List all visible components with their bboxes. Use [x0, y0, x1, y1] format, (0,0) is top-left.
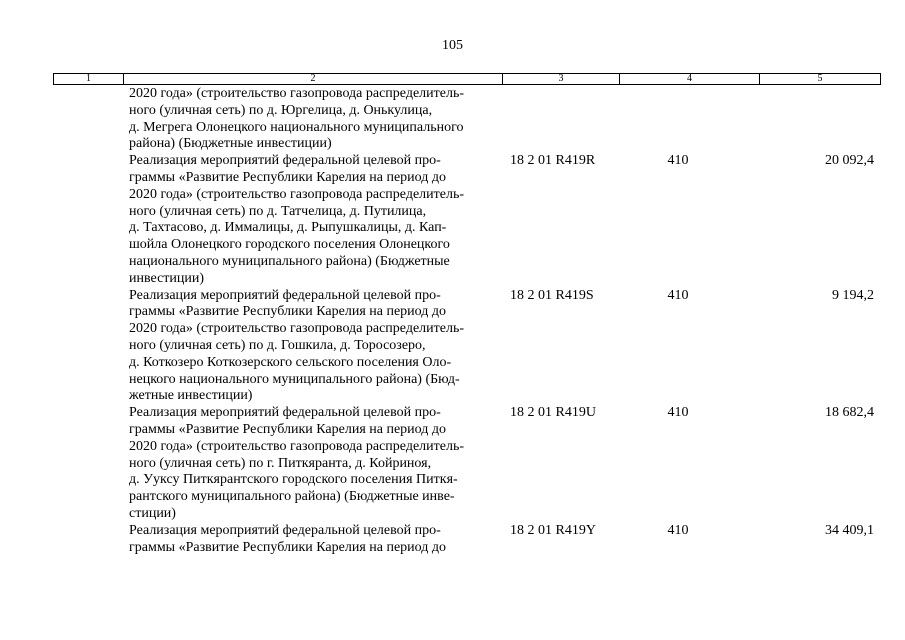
row-kind: 410 [667, 405, 689, 421]
description-line: шойла Олонецкого городского поселения Олонецкого [129, 237, 450, 253]
table-row [0, 523, 905, 557]
row-amount: 20 092,4 [825, 153, 874, 169]
row-kind: 410 [667, 522, 689, 538]
description-line: граммы «Развитие Республики Карелия на период до [129, 169, 447, 185]
description-line: Реализация мероприятий федеральной целевой про- [129, 287, 441, 303]
table-header [53, 73, 881, 85]
table-row [0, 153, 905, 287]
description-line: граммы «Развитие Республики Карелия на период до [129, 304, 447, 320]
description-line: стиции) [129, 505, 176, 521]
description-line: 2020 года» (строительство газопровода распределитель- [129, 438, 465, 454]
row-code: 18 2 01 R419Y [510, 522, 596, 538]
column-header-3: 3 [503, 74, 620, 84]
page-number: 105 [442, 38, 463, 53]
description-line: ного (уличная сеть) по д. Юргелица, д. Онькулица, [129, 102, 433, 118]
description-line: граммы «Развитие Республики Карелия на период до [129, 539, 447, 555]
column-header-5: 5 [817, 73, 823, 84]
column-header-2: 2 [124, 74, 503, 84]
description-line: д. Ууксу Питкярантского городского поселения Питкя- [129, 472, 458, 488]
row-code: 18 2 01 R419S [510, 287, 594, 303]
description-line: ного (уличная сеть) по г. Питкяранта, д. Койриноя, [129, 455, 432, 471]
description-line: 2020 года» (строительство газопровода распределитель- [129, 321, 465, 337]
row-kind: 410 [667, 153, 689, 169]
description-line: Реализация мероприятий федеральной целевой про- [129, 153, 441, 169]
description-line: района) (Бюджетные инвестиции) [129, 136, 332, 152]
row-code: 18 2 01 R419R [510, 153, 596, 169]
row-description [129, 153, 497, 287]
row-amount: 34 409,1 [825, 522, 874, 538]
row-code: 18 2 01 R419U [510, 405, 596, 421]
row-description [129, 288, 497, 406]
table-body [0, 86, 905, 556]
description-line: нецкого национального муниципального района) (Бюд- [129, 371, 460, 387]
description-line: национального муниципального района) (Бюджетные [129, 253, 450, 269]
description-line: рантского муниципального района) (Бюджетные инве- [129, 489, 455, 505]
column-header-1: 1 [54, 74, 124, 84]
description-line: жетные инвестиции) [129, 388, 253, 404]
table-row [0, 405, 905, 523]
description-line: 2020 года» (строительство газопровода распределитель- [129, 86, 465, 101]
description-line: д. Коткозеро Коткозерского сельского поселения Оло- [129, 354, 452, 370]
row-kind: 410 [667, 287, 689, 303]
description-line: инвестиции) [129, 270, 205, 286]
row-amount: 18 682,4 [825, 405, 874, 421]
description-line: д. Мегрега Олонецкого национального муниципального [129, 119, 464, 135]
description-line: д. Тахтасово, д. Иммалицы, д. Рыпушкалицы, д. Кап- [129, 220, 447, 236]
description-line: Реализация мероприятий федеральной целевой про- [129, 522, 441, 538]
description-line: 2020 года» (строительство газопровода распределитель- [129, 186, 465, 202]
description-line: ного (уличная сеть) по д. Гошкила, д. Торосозеро, [129, 337, 426, 353]
column-header-4: 4 [620, 74, 760, 84]
row-description [129, 523, 497, 557]
row-amount: 9 194,2 [832, 287, 874, 303]
row-description [129, 86, 497, 153]
row-description [129, 405, 497, 523]
description-line: граммы «Развитие Республики Карелия на период до [129, 421, 447, 437]
table-row [0, 288, 905, 406]
description-line: ного (уличная сеть) по д. Татчелица, д. Путилица, [129, 203, 427, 219]
continuation-row [0, 86, 905, 153]
description-line: Реализация мероприятий федеральной целевой про- [129, 405, 441, 421]
